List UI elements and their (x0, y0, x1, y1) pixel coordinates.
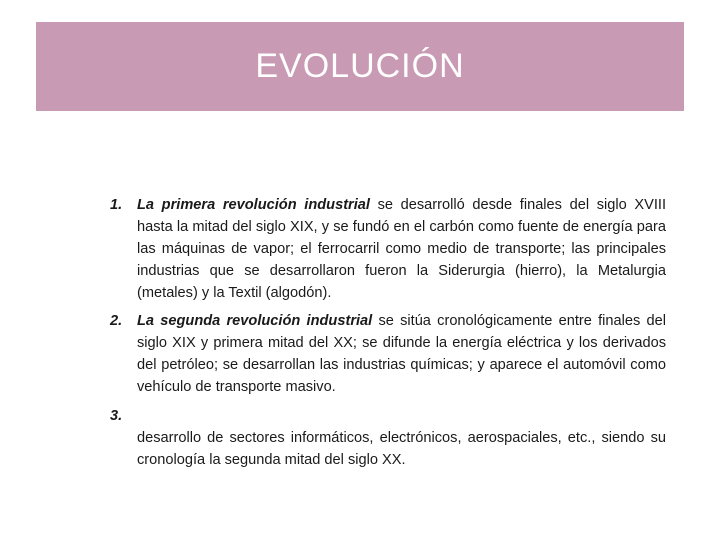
item-body (137, 427, 666, 471)
item-body (137, 310, 666, 398)
item-term: La primera revolución industrial (137, 197, 370, 213)
item-text: desarrollo de sectores informáticos, electrónicos, aerospaciales, etc., siendo su cronología la segunda mitad del siglo XX. (137, 430, 666, 468)
item-number: 2. (110, 313, 123, 329)
item-text: se desarrolló desde finales del siglo XVIII hasta la mitad del siglo XIX, y se fundó en el carbón como fuente de energía para las máquinas de vapor; el ferrocarril como medio de transporte; las principales industrias que se desarrollaron fueron la Siderurgia (hierro), la Metalurgia (metales) y la Textil (algodón). (137, 197, 666, 301)
item-number: 1. (110, 197, 123, 213)
item-term: La segunda revolución industrial (137, 313, 373, 329)
list-item-2 (110, 310, 666, 398)
item-text: se sitúa cronológicamente entre finales del siglo XIX y primera mitad del XX; se difunde la energía eléctrica y los derivados del petróleo; se desarrollan las industrias químicas; y aparece el automóvil como vehículo de transporte masivo. (137, 313, 666, 395)
list-item-3 (110, 405, 666, 471)
slide-title: EVOLUCIÓN (255, 47, 465, 85)
title-bar (36, 22, 684, 111)
item-number: 3. (110, 408, 123, 424)
list-item-1 (110, 194, 666, 304)
item-body (137, 194, 666, 304)
